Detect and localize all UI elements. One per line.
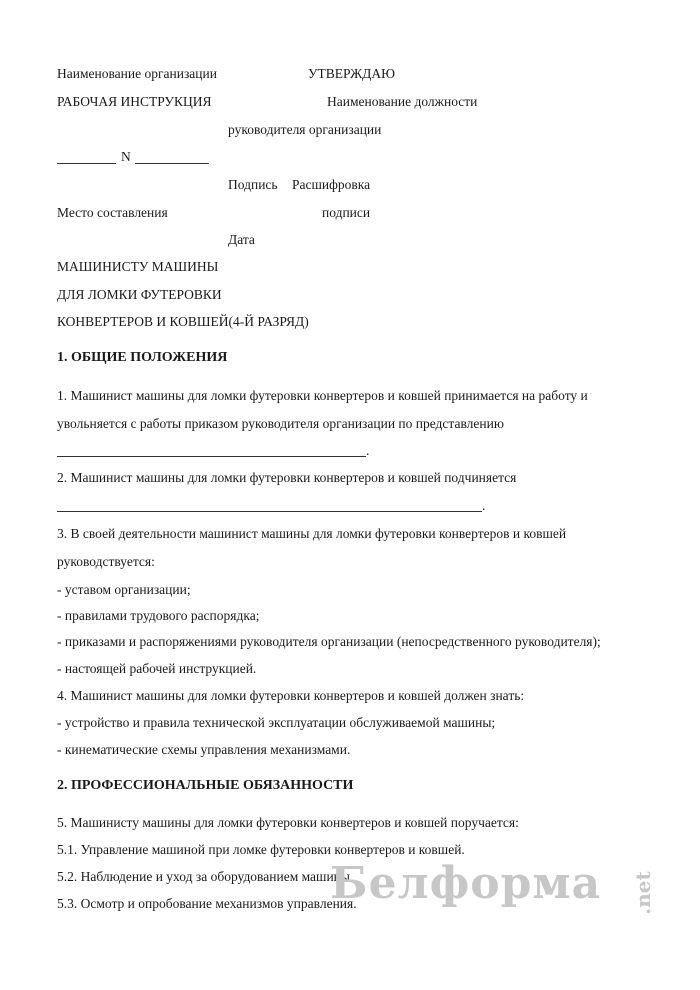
paragraph-3-line1: 3. В своей деятельности машинист машины для ломки футеровки конвертеров и ковшей [57,526,567,541]
paragraph-2: 2. Машинист машины для ломки футеровки конвертеров и ковшей подчиняется [57,470,517,485]
doc-title-line2: ДЛЯ ЛОМКИ ФУТЕРОВКИ [57,287,222,302]
paragraph-3-line2: руководствуется: [57,554,155,569]
paragraph-2-blank [57,511,482,512]
paragraph-2-end: . [482,498,486,513]
number-blank [135,163,209,164]
doc-title-line1: МАШИНИСТУ МАШИНЫ [57,259,219,274]
list-item: - приказами и распоряжениями руководителя организации (непосредственного руководителя); [57,634,601,649]
doc-title-line3: КОНВЕРТЕРОВ И КОВШЕЙ(4-Й РАЗРЯД) [57,314,309,329]
paragraph-4: 4. Машинист машины для ломки футеровки конвертеров и ковшей должен знать: [57,688,525,703]
signature-label: Подпись [228,177,278,192]
section1-heading: 1. ОБЩИЕ ПОЛОЖЕНИЯ [57,350,228,365]
list-item: - настоящей рабочей инструкцией. [57,661,257,676]
list-item: - кинематические схемы управления механизмами. [57,742,351,757]
decoding-label: Расшифровка [292,177,371,192]
list-item: 5.1. Управление машиной при ломке футеровки конвертеров и ковшей. [57,842,465,857]
approve-label: УТВЕРЖДАЮ [308,66,396,81]
paragraph-5: 5. Машинисту машины для ломки футеровки конвертеров и ковшей поручается: [57,815,519,830]
list-item: - правилами трудового распорядка; [57,608,260,623]
list-item: - уставом организации; [57,582,191,597]
doc-type-label: РАБОЧАЯ ИНСТРУКЦИЯ [57,94,212,109]
section2-heading: 2. ПРОФЕССИОНАЛЬНЫЕ ОБЯЗАННОСТИ [57,778,354,793]
list-item: 5.3. Осмотр и опробование механизмов управления. [57,896,357,911]
paragraph-1-end: . [366,443,370,458]
place-label: Место составления [57,205,168,220]
paragraph-1-line2: увольняется с работы приказом руководителя организации по представлению [57,416,504,431]
list-item: - устройство и правила технической эксплуатации обслуживаемой машины; [57,715,496,730]
watermark-logo-suffix: .net [631,871,655,915]
signature-decoding-label: подписи [322,205,371,220]
paragraph-1-blank [57,456,366,457]
list-item: 5.2. Наблюдение и уход за оборудованием машины. [57,869,354,884]
position-label: Наименование должности [327,94,478,109]
number-date-blank [57,163,116,164]
date-label: Дата [228,232,255,247]
position-label-cont: руководителя организации [228,122,382,137]
watermark-logo: Белформа [330,858,602,909]
number-sign: N [121,149,131,164]
org-name-label: Наименование организации [57,66,217,81]
paragraph-1-line1: 1. Машинист машины для ломки футеровки конвертеров и ковшей принимается на работу и [57,388,588,403]
